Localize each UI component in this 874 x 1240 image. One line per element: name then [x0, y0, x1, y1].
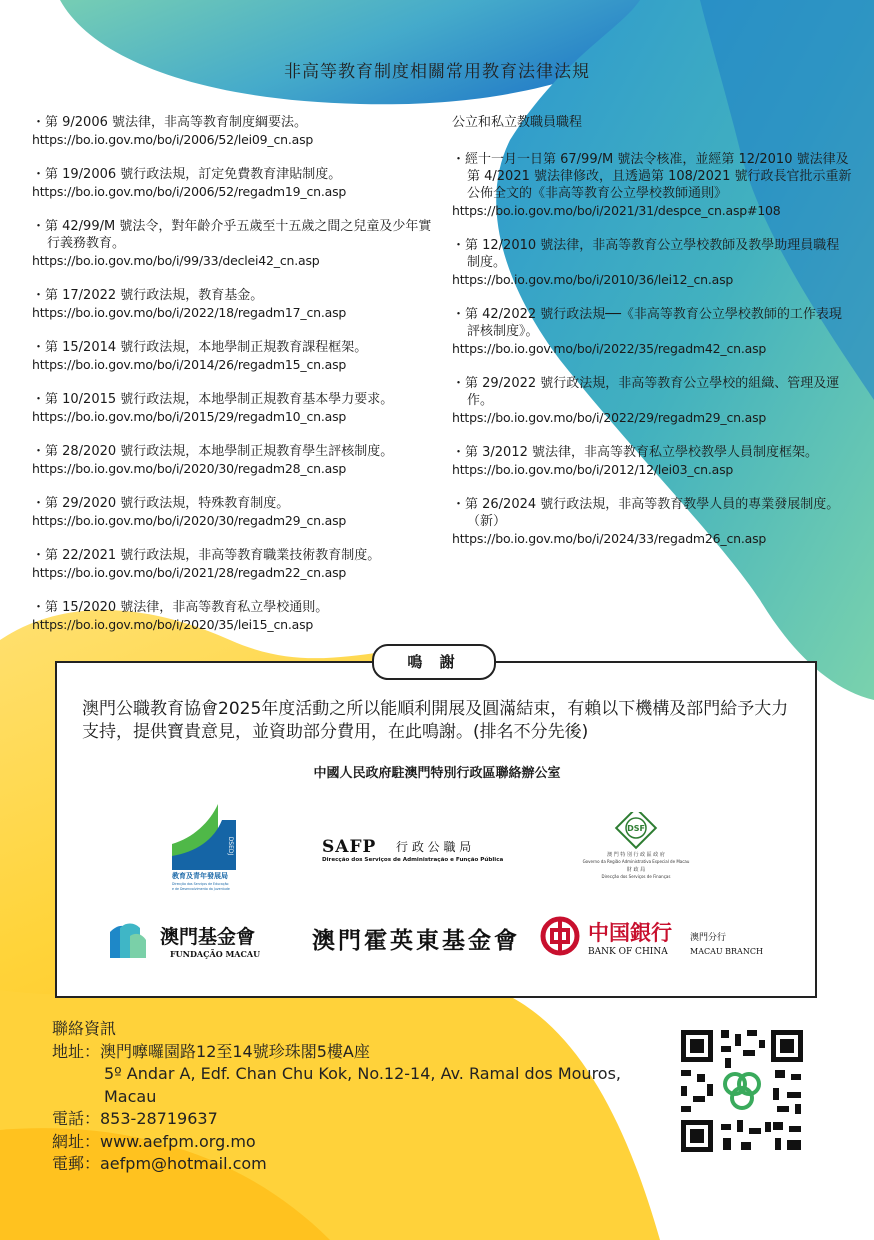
law-title: ・第 29/2020 號行政法規，特殊教育制度。 [32, 496, 290, 511]
address-pt-line2: Macau [104, 1086, 157, 1106]
bank-of-china-name-en: BANK OF CHINA [588, 947, 668, 957]
law-item [452, 306, 852, 357]
email[interactable]: 電郵：aefpm@hotmail.com [52, 1154, 267, 1173]
dsedj-name: 教育及青年發展局 [172, 872, 228, 880]
law-title: ・第 42/99/M 號法令，對年齡介乎五歲至十五歲之間之兒童及少年實行義務教育。 [32, 219, 432, 251]
law-list-left [32, 114, 442, 651]
law-item [32, 218, 442, 269]
liaison-office-name: 中國人民政府駐澳門特別行政區聯絡辦公室 [313, 766, 561, 781]
safp-logo [322, 836, 512, 866]
law-link[interactable]: https://bo.io.gov.mo/bo/i/2022/35/regadm42_cn.asp [452, 341, 767, 356]
dsedj-pt-line2: e de Desenvolvimento da Juventude [172, 887, 230, 891]
law-item [452, 151, 852, 219]
law-title: ・經十一月一日第 67/99/M 號法令核准，並經第 12/2010 號法律及第 4/2021 號法律修改，且透過第 108/2021 號行政長官批示重新公佈全文的《非高等教育公立學校教師通則》 [452, 152, 852, 201]
law-title: ・第 3/2012 號法律，非高等教育私立學校教學人員制度框架。 [452, 445, 818, 460]
law-list-right [452, 114, 852, 565]
law-title: ・第 15/2014 號行政法規，本地學制正規教育課程框架。 [32, 340, 368, 355]
law-title: ・第 17/2022 號行政法規，教育基金。 [32, 288, 264, 303]
dsf-logo [568, 812, 704, 884]
law-item [32, 339, 442, 373]
bank-of-china-name-cn: 中国銀行 [588, 920, 672, 945]
contact-heading: 聯絡資訊 [52, 1019, 117, 1038]
law-title: ・第 19/2006 號行政法規，訂定免費教育津貼制度。 [32, 167, 342, 182]
phone: 電話：853-28719637 [52, 1109, 218, 1128]
dsf-line3: 財 政 局 [626, 867, 646, 873]
bank-of-china-logo [540, 916, 780, 960]
address-pt-line1: 5º Andar A, Edf. Chan Chu Kok, No.12-14, Av. Ramal dos Mouros, [104, 1064, 622, 1083]
law-item [452, 444, 852, 478]
law-title: ・第 28/2020 號行政法規，本地學制正規教育學生評核制度。 [32, 444, 394, 459]
qr-code[interactable] [677, 1026, 807, 1156]
law-link[interactable]: https://bo.io.gov.mo/bo/i/2006/52/lei09_cn.asp [32, 132, 314, 147]
law-title: ・第 10/2015 號行政法規，本地學制正規教育基本學力要求。 [32, 392, 394, 407]
law-title: ・第 9/2006 號法律，非高等教育制度綱要法。 [32, 115, 307, 130]
law-item [32, 495, 442, 529]
law-link[interactable]: https://bo.io.gov.mo/bo/i/2021/28/regadm22_cn.asp [32, 565, 347, 580]
law-link[interactable]: https://bo.io.gov.mo/bo/i/2014/26/regadm15_cn.asp [32, 357, 347, 372]
website[interactable]: 網址：www.aefpm.org.mo [52, 1131, 256, 1151]
dsedj-logo [168, 800, 244, 892]
address-row [52, 1041, 621, 1064]
law-link[interactable]: https://bo.io.gov.mo/bo/i/2020/35/lei15_cn.asp [32, 617, 314, 632]
fundacao-macau-logo [108, 918, 278, 962]
law-link[interactable]: https://bo.io.gov.mo/bo/i/2024/33/regadm26_cn.asp [452, 531, 767, 546]
address-label: 地址： [52, 1041, 101, 1061]
dsedj-abbr: DSEDJ [227, 836, 234, 856]
acknowledgement-text: 澳門公職教育協會2025年度活動之所以能順利開展及圓滿結束，有賴以下機構及部門給予大力支持，提供寶貴意見，並資助部分費用，在此鳴謝。(排名不分先後) [82, 699, 789, 742]
law-title: ・第 26/2024 號行政法規，非高等教育教學人員的專業發展制度。（新） [452, 497, 840, 529]
law-link[interactable]: https://bo.io.gov.mo/bo/i/2015/29/regadm10_cn.asp [32, 409, 347, 424]
bank-of-china-branch-cn: 澳門分行 [690, 933, 727, 943]
law-item [32, 547, 442, 581]
dsedj-pt-line1: Direcção dos Serviços de Educação [172, 882, 229, 886]
dsf-line1: 澳 門 特 別 行 政 區 政 府 [607, 852, 665, 858]
page-title: 非高等教育制度相關常用教育法律法規 [284, 62, 590, 82]
contact-info [52, 1018, 621, 1176]
law-link[interactable]: https://bo.io.gov.mo/bo/i/2022/18/regadm17_cn.asp [32, 305, 347, 320]
law-item [32, 114, 442, 148]
law-link[interactable]: https://bo.io.gov.mo/bo/i/2021/31/despce_cn.asp#108 [452, 203, 781, 218]
law-link[interactable]: https://bo.io.gov.mo/bo/i/2020/30/regadm29_cn.asp [32, 513, 347, 528]
henry-fok-foundation-logo [312, 922, 522, 958]
law-item [32, 599, 442, 633]
dsf-line4: Direcção dos Serviços de Finanças [601, 874, 671, 879]
law-item [32, 443, 442, 477]
law-item [452, 496, 852, 547]
law-link[interactable]: https://bo.io.gov.mo/bo/i/2006/52/regadm19_cn.asp [32, 184, 347, 199]
law-item [452, 375, 852, 426]
dsf-abbr: DSF [627, 824, 645, 833]
safp-abbr: SAFP [322, 837, 377, 857]
law-title: ・第 12/2010 號法律，非高等教育公立學校教師及教學助理員職程制度。 [452, 238, 840, 270]
law-link[interactable]: https://bo.io.gov.mo/bo/i/2022/29/regadm29_cn.asp [452, 410, 767, 425]
law-item [32, 391, 442, 425]
law-title: ・第 15/2020 號法律，非高等教育私立學校通則。 [32, 600, 329, 615]
section-heading: 公立和私立教職員職程 [452, 115, 583, 130]
law-link[interactable]: https://bo.io.gov.mo/bo/i/99/33/declei42_cn.asp [32, 253, 320, 268]
law-title: ・第 29/2022 號行政法規，非高等教育公立學校的組織、管理及運作。 [452, 376, 840, 408]
bank-of-china-branch-en: MACAU BRANCH [690, 947, 763, 956]
law-item [32, 166, 442, 200]
dsf-line2: Governo da Região Administrativa Especial de Macau [582, 859, 690, 864]
address-cn: 澳門嚤囉園路12至14號珍珠閣5樓A座 [100, 1041, 370, 1061]
law-link[interactable]: https://bo.io.gov.mo/bo/i/2012/12/lei03_cn.asp [452, 462, 734, 477]
law-item [452, 237, 852, 288]
law-title: ・第 22/2021 號行政法規，非高等教育職業技術教育制度。 [32, 548, 381, 563]
law-item [32, 287, 442, 321]
fundacao-macau-pt: FUNDAÇÃO MACAU [170, 949, 261, 959]
law-link[interactable]: https://bo.io.gov.mo/bo/i/2010/36/lei12_cn.asp [452, 272, 734, 287]
safp-pt-name: Direcção dos Serviços de Administração e Função Pública [322, 857, 504, 863]
safp-name: 行 政 公 職 局 [396, 840, 472, 854]
law-title: ・第 42/2022 號行政法規──《非高等教育公立學校教師的工作表現評核制度》。 [452, 307, 842, 339]
acknowledgement-heading: 鳴 謝 [372, 644, 496, 680]
fundacao-macau-name: 澳門基金會 [160, 926, 256, 948]
law-link[interactable]: https://bo.io.gov.mo/bo/i/2020/30/regadm28_cn.asp [32, 461, 347, 476]
henry-fok-foundation-name: 澳門霍英東基金會 [312, 927, 520, 954]
